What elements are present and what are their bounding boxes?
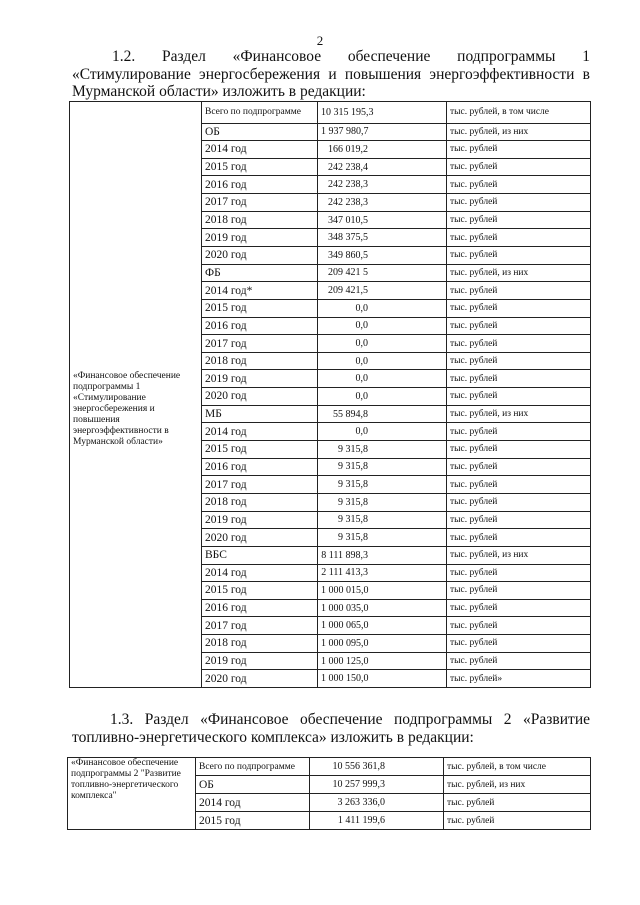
row-unit: тыс. рублей [447, 441, 591, 459]
row-unit: тыс. рублей [447, 194, 591, 212]
row-value: 0,0 [318, 352, 447, 370]
row-label: 2017 год [202, 617, 318, 635]
table-row [68, 758, 591, 776]
row-label: 2014 год* [202, 282, 318, 300]
row-value: 9 315,8 [318, 493, 447, 511]
row-label: 2014 год [196, 794, 310, 812]
row-value: 9 315,8 [318, 511, 447, 529]
row-label: 2018 год [202, 635, 318, 653]
row-label: 2019 год [202, 511, 318, 529]
subprogram-description: «Финансовое обеспечение подпрограммы 1 «Стимулирование энергосбережения и повышения энергоэффективности в Мурманской области» [70, 102, 202, 688]
section-2-finance-table [67, 757, 591, 830]
row-unit: тыс. рублей [447, 282, 591, 300]
row-value: 9 315,8 [318, 441, 447, 459]
row-label: 2016 год [202, 317, 318, 335]
row-label: 2015 год [202, 441, 318, 459]
row-unit: тыс. рублей [447, 511, 591, 529]
row-value: 242 238,3 [318, 194, 447, 212]
row-value: 55 894,8 [318, 405, 447, 423]
row-label: 2020 год [202, 670, 318, 688]
row-value: 0,0 [318, 370, 447, 388]
row-label: 2019 год [202, 370, 318, 388]
row-unit: тыс. рублей, из них [447, 264, 591, 282]
row-unit: тыс. рублей» [447, 670, 591, 688]
row-value: 0,0 [318, 317, 447, 335]
row-label: 2017 год [202, 335, 318, 353]
row-unit: тыс. рублей [444, 794, 591, 812]
row-unit: тыс. рублей [447, 335, 591, 353]
page-number: 2 [316, 33, 324, 48]
row-value: 0,0 [318, 299, 447, 317]
row-unit: тыс. рублей, из них [447, 405, 591, 423]
row-unit: тыс. рублей [447, 635, 591, 653]
row-label: 2020 год [202, 246, 318, 264]
row-label: 2018 год [202, 493, 318, 511]
section-2-heading-line: 1.3. Раздел «Финансовое обеспечение подпрограммы 2 «Развитие [110, 711, 590, 728]
row-unit: тыс. рублей [447, 582, 591, 600]
row-label: 2014 год [202, 141, 318, 159]
row-label: ОБ [196, 776, 310, 794]
row-value: 9 315,8 [318, 476, 447, 494]
row-unit: тыс. рублей [444, 812, 591, 830]
row-value: 9 315,8 [318, 458, 447, 476]
row-label: ВБС [202, 546, 318, 564]
row-label: ФБ [202, 264, 318, 282]
row-label: 2019 год [202, 652, 318, 670]
row-label: МБ [202, 405, 318, 423]
row-value: 10 315 195,3 [318, 102, 447, 124]
section-1-finance-table [69, 101, 591, 688]
row-value: 1 000 015,0 [318, 582, 447, 600]
row-value: 242 238,4 [318, 158, 447, 176]
row-label: 2015 год [202, 158, 318, 176]
row-label: 2016 год [202, 599, 318, 617]
row-unit: тыс. рублей [447, 317, 591, 335]
row-unit: тыс. рублей [447, 388, 591, 406]
row-label: 2017 год [202, 194, 318, 212]
row-value: 349 860,5 [318, 246, 447, 264]
row-value: 0,0 [318, 388, 447, 406]
row-value: 0,0 [318, 335, 447, 353]
row-unit: тыс. рублей [447, 158, 591, 176]
row-label: 2014 год [202, 423, 318, 441]
row-unit: тыс. рублей [447, 423, 591, 441]
row-value: 209 421 5 [318, 264, 447, 282]
row-label: 2020 год [202, 388, 318, 406]
table-row [70, 102, 591, 124]
row-label: 2015 год [196, 812, 310, 830]
row-label: 2016 год [202, 176, 318, 194]
row-value: 1 937 980,7 [318, 123, 447, 141]
row-unit: тыс. рублей [447, 229, 591, 247]
row-label: ОБ [202, 123, 318, 141]
row-unit: тыс. рублей, из них [447, 546, 591, 564]
row-value: 8 111 898,3 [318, 546, 447, 564]
row-value: 1 000 065,0 [318, 617, 447, 635]
row-unit: тыс. рублей, из них [444, 776, 591, 794]
row-value: 209 421,5 [318, 282, 447, 300]
row-unit: тыс. рублей [447, 299, 591, 317]
row-unit: тыс. рублей [447, 370, 591, 388]
row-unit: тыс. рублей [447, 476, 591, 494]
row-label: 2017 год [202, 476, 318, 494]
row-label: 2015 год [202, 582, 318, 600]
row-unit: тыс. рублей, в том числе [444, 758, 591, 776]
row-value: 1 000 095,0 [318, 635, 447, 653]
row-value: 10 257 999,3 [310, 776, 444, 794]
row-label: 2018 год [202, 352, 318, 370]
row-unit: тыс. рублей [447, 529, 591, 547]
row-unit: тыс. рублей [447, 458, 591, 476]
row-unit: тыс. рублей [447, 141, 591, 159]
row-unit: тыс. рублей [447, 652, 591, 670]
row-value: 1 000 150,0 [318, 670, 447, 688]
row-label: 2019 год [202, 229, 318, 247]
row-label: 2018 год [202, 211, 318, 229]
row-value: 166 019,2 [318, 141, 447, 159]
row-unit: тыс. рублей [447, 564, 591, 582]
row-value: 10 556 361,8 [310, 758, 444, 776]
row-value: 347 010,5 [318, 211, 447, 229]
row-label: Всего по подпрограмме [196, 758, 310, 776]
section-2-heading [72, 711, 590, 746]
section-2-heading-line: топливно-энергетического комплекса» изложить в редакции: [72, 728, 474, 746]
row-value: 3 263 336,0 [310, 794, 444, 812]
row-label: 2016 год [202, 458, 318, 476]
subprogram-description: «Финансовое обеспечение подпрограммы 2 "Развитие топливно-энергетического комплекса" [68, 758, 196, 830]
row-label: 2015 год [202, 299, 318, 317]
row-value: 0,0 [318, 423, 447, 441]
row-unit: тыс. рублей [447, 211, 591, 229]
row-unit: тыс. рублей, из них [447, 123, 591, 141]
row-unit: тыс. рублей [447, 599, 591, 617]
section-1-heading-line: «Стимулирование энергосбережения и повышения энергоэффективности в [72, 65, 590, 83]
row-label: 2020 год [202, 529, 318, 547]
row-value: 242 238,3 [318, 176, 447, 194]
row-value: 1 000 125,0 [318, 652, 447, 670]
row-value: 348 375,5 [318, 229, 447, 247]
row-unit: тыс. рублей [447, 617, 591, 635]
section-1-heading [72, 48, 590, 101]
row-unit: тыс. рублей [447, 246, 591, 264]
row-unit: тыс. рублей [447, 176, 591, 194]
row-unit: тыс. рублей [447, 352, 591, 370]
row-label: Всего по подпрограмме [202, 102, 318, 124]
row-label: 2014 год [202, 564, 318, 582]
row-unit: тыс. рублей, в том числе [447, 102, 591, 124]
row-value: 9 315,8 [318, 529, 447, 547]
row-value: 2 111 413,3 [318, 564, 447, 582]
row-unit: тыс. рублей [447, 493, 591, 511]
section-1-heading-line: Мурманской области» изложить в редакции: [72, 83, 366, 100]
row-value: 1 411 199,6 [310, 812, 444, 830]
row-value: 1 000 035,0 [318, 599, 447, 617]
section-1-heading-line: 1.2. Раздел «Финансовое обеспечение подпрограммы 1 [112, 48, 590, 65]
